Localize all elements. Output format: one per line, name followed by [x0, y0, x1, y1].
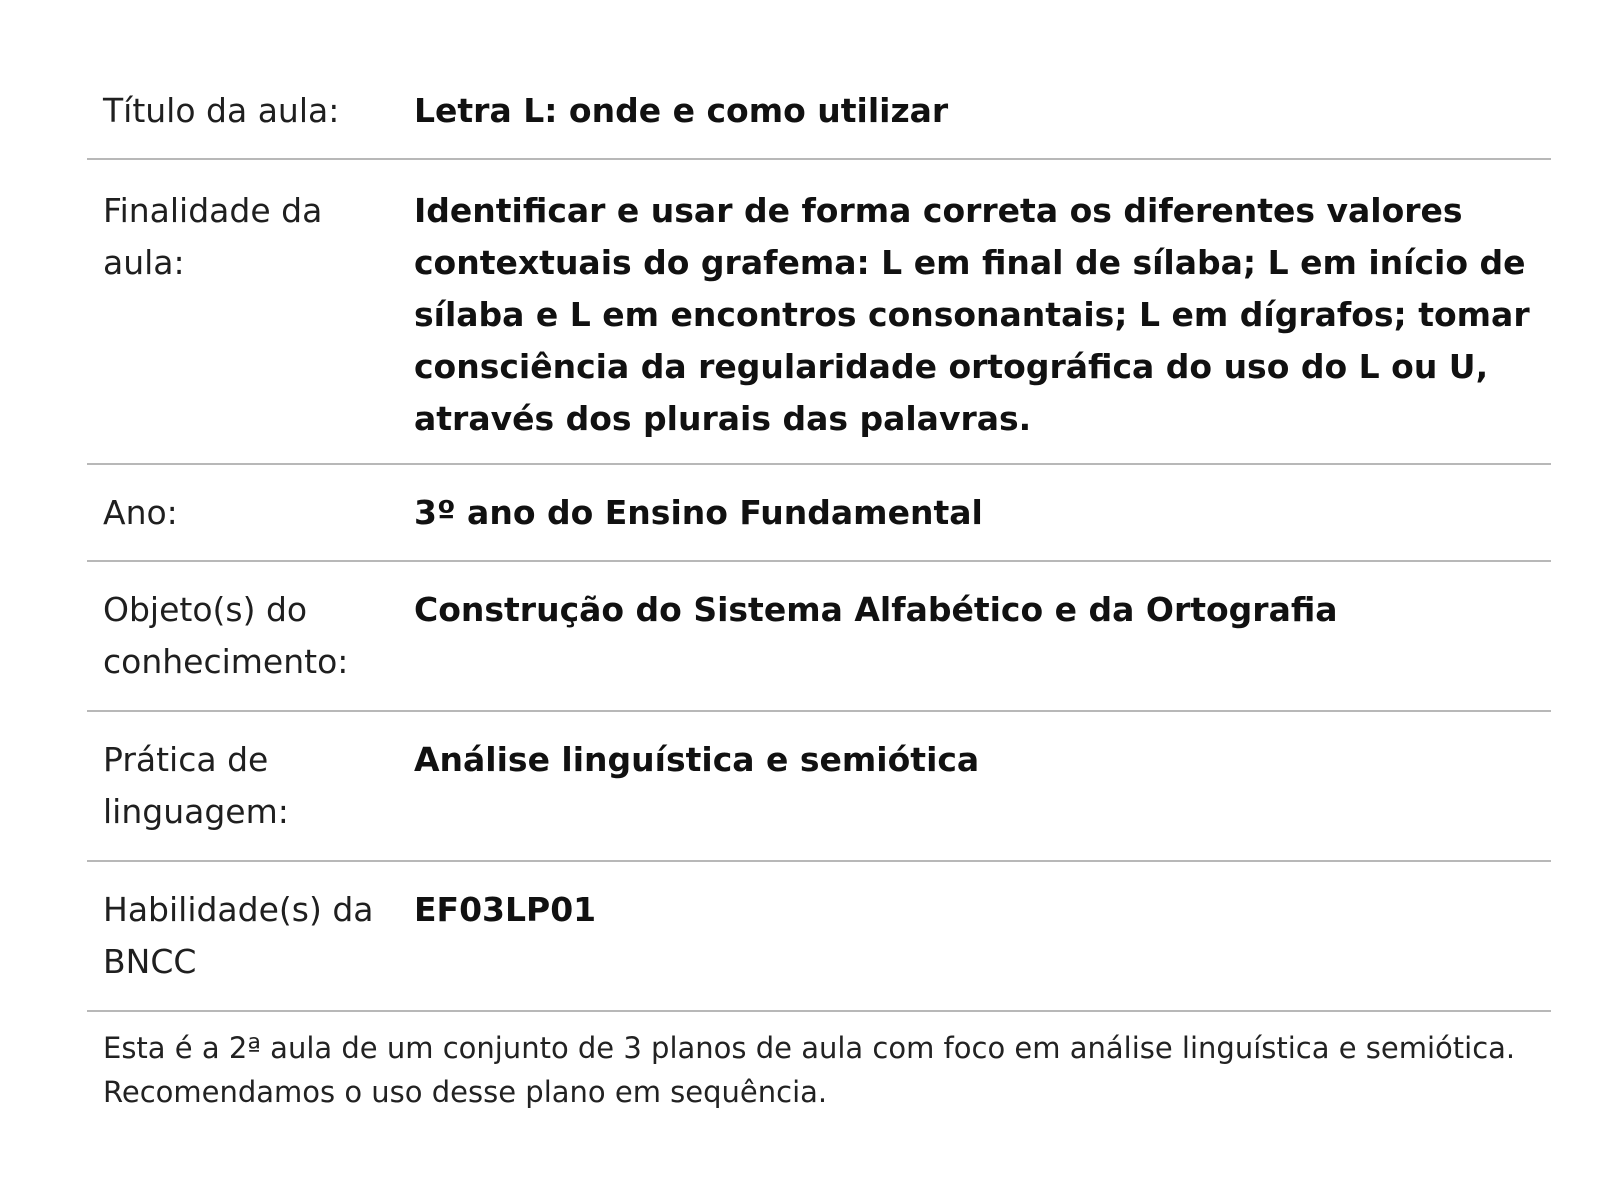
bncc-skills-label: Habilidade(s) da BNCC — [103, 890, 374, 981]
language-practice-value: Análise linguística e semiótica — [414, 740, 980, 779]
knowledge-objects-label: Objeto(s) do conhecimento: — [103, 590, 349, 681]
language-practice-label: Prática de linguagem: — [103, 740, 289, 831]
lesson-purpose-label: Finalidade da aula: — [103, 191, 323, 282]
row-school-year — [87, 465, 1551, 562]
lesson-title-label: Título da aula: — [103, 91, 340, 130]
row-lesson-title — [87, 60, 1551, 160]
row-lesson-purpose — [87, 160, 1551, 465]
bncc-skills-value: EF03LP01 — [414, 890, 597, 929]
sequence-note: Esta é a 2ª aula de um conjunto de 3 planos de aula com foco em análise linguística e semiótica. Recomendamos o uso desse plano em sequência. — [103, 1031, 1516, 1109]
knowledge-objects-value: Construção do Sistema Alfabético e da Ortografia — [414, 590, 1338, 629]
lesson-plan-table — [87, 60, 1551, 1114]
lesson-purpose-value: Identificar e usar de forma correta os diferentes valores contextuais do grafema: L em final de sílaba; L em início de sílaba e L em encontros consonantais; L em dígrafos; tomar consciência da regularidade ortográfica do uso do L ou U, através dos plurais das palavras. — [414, 191, 1530, 438]
school-year-label: Ano: — [103, 493, 178, 532]
lesson-title-value: Letra L: onde e como utilizar — [414, 91, 949, 130]
row-bncc-skills — [87, 862, 1551, 1012]
row-knowledge-objects — [87, 562, 1551, 712]
row-language-practice — [87, 712, 1551, 862]
school-year-value: 3º ano do Ensino Fundamental — [414, 493, 983, 532]
